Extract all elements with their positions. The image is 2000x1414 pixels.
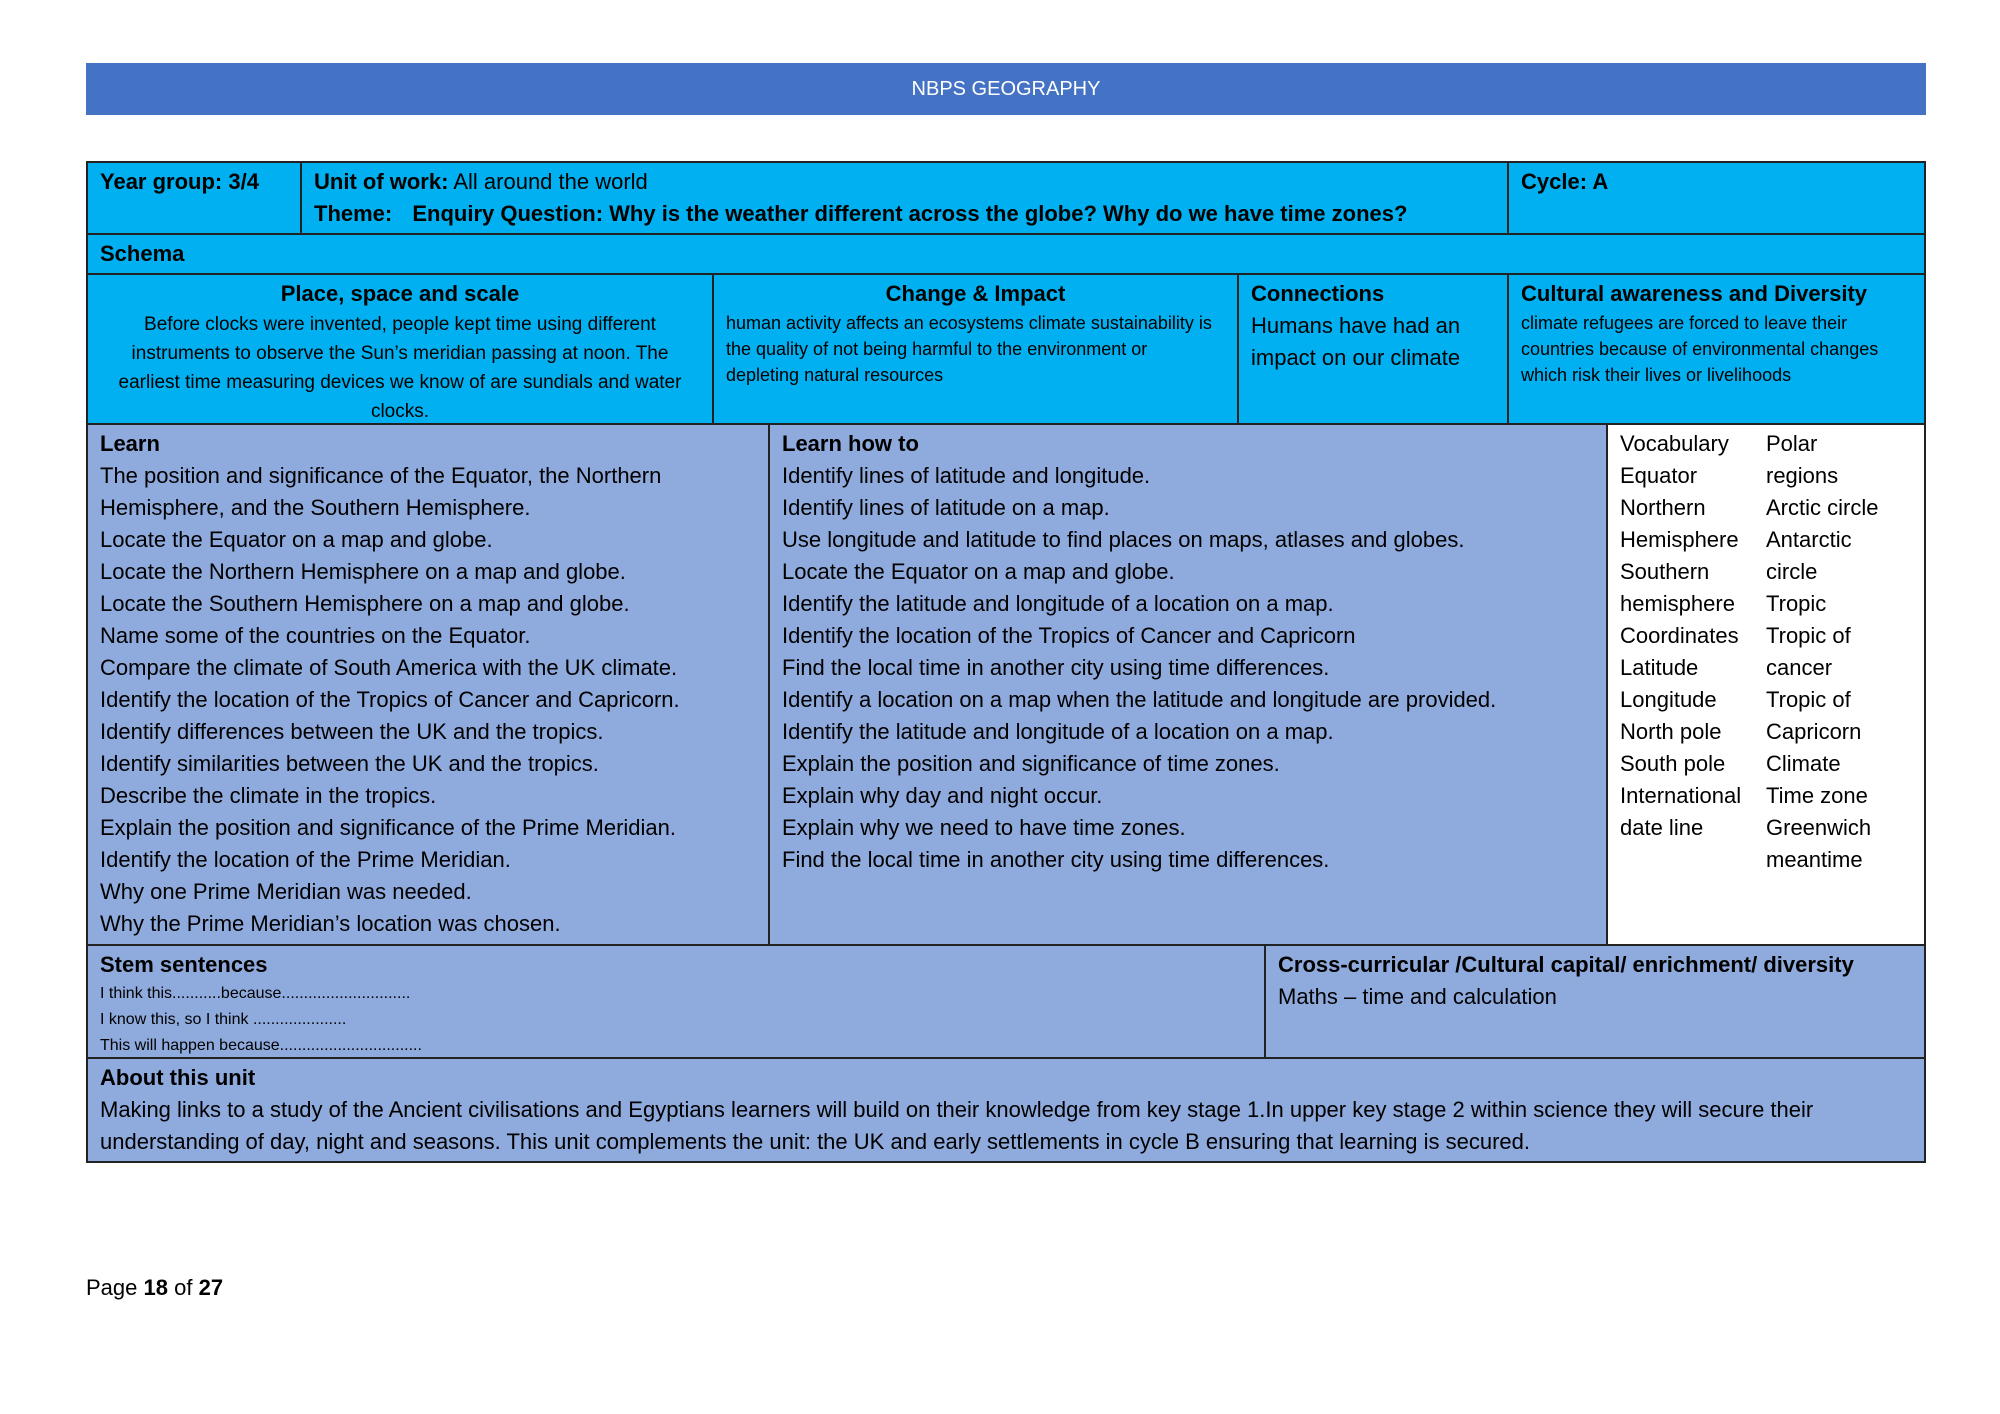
vocab-word: Latitude: [1620, 655, 1699, 680]
banner-title: NBPS GEOGRAPHY: [911, 77, 1101, 100]
vocab-word: South pole: [1620, 751, 1726, 776]
learn-item: Locate the Equator on a map and globe.: [100, 527, 493, 552]
vocab-word: Greenwich: [1766, 815, 1872, 840]
learn-item: Why one Prime Meridian was needed.: [100, 879, 472, 904]
cultural-awareness-cell: [1509, 275, 1924, 423]
vocab-word: date line: [1620, 815, 1704, 840]
about-text: Making links to a study of the Ancient civilisations and Egyptians learners will build on their knowledge from key stage 1.In upper key stage 2 within science they will secure their understanding of day, night and seasons. This unit complements the unit: the UK and early settlements in cycle B ensuring that learning is secured.: [100, 1097, 1814, 1154]
vocab-word: cancer: [1766, 655, 1833, 680]
learn-how-item: Identify lines of latitude on a map.: [782, 495, 1110, 520]
year-group-cell: [88, 163, 302, 233]
learn-how-item: Identify lines of latitude and longitude.: [782, 463, 1151, 488]
page-total: 27: [198, 1275, 224, 1300]
vocab-word: Tropic of: [1766, 623, 1851, 648]
vocab-word: Vocabulary: [1620, 431, 1729, 456]
cycle-cell: [1509, 163, 1924, 233]
learn-how-item: Explain why day and night occur.: [782, 783, 1103, 808]
unit-label: Unit of work:: [314, 169, 449, 194]
vocab-word: Climate: [1766, 751, 1841, 776]
unit-cell: [302, 163, 1509, 233]
stem-sentences-cell: [88, 946, 1266, 1057]
learn-list: [100, 460, 756, 940]
change-text: human activity affects an ecosystems climate sustainability is the quality of not being harmful to the environment or depleting natural resources: [726, 313, 1212, 385]
vocabulary-col-1: [1620, 428, 1766, 876]
vocab-word: Northern: [1620, 495, 1706, 520]
about-cell: [88, 1059, 1924, 1161]
document-banner: [86, 63, 1926, 115]
vocab-word: Tropic of: [1766, 687, 1851, 712]
schema-label: Schema: [100, 241, 185, 266]
learn-how-item: Use longitude and latitude to find places on maps, atlases and globes.: [782, 527, 1465, 552]
cycle-label: Cycle: A: [1521, 169, 1609, 194]
theme-label: Theme:: [314, 201, 393, 226]
vocab-word: Equator: [1620, 463, 1698, 488]
stem-title: Stem sentences: [100, 952, 268, 977]
vocab-word: Southern: [1620, 559, 1710, 584]
vocabulary-cell: [1608, 425, 1924, 944]
vocabulary-columns: [1620, 428, 1912, 876]
learn-how-item: Explain the position and significance of time zones.: [782, 751, 1280, 776]
vocab-word: North pole: [1620, 719, 1722, 744]
learn-how-item: Identify the latitude and longitude of a location on a map.: [782, 591, 1334, 616]
learn-how-item: Explain why we need to have time zones.: [782, 815, 1186, 840]
cross-text: Maths – time and calculation: [1278, 984, 1557, 1009]
vocab-word: Tropic: [1766, 591, 1827, 616]
learn-title: Learn: [100, 431, 160, 456]
learn-how-to-cell: [770, 425, 1608, 944]
learn-how-title: Learn how to: [782, 431, 919, 456]
year-group-label: Year group: 3/4: [100, 169, 259, 194]
about-title: About this unit: [100, 1065, 256, 1090]
learn-item: Explain the position and significance of the Prime Meridian.: [100, 815, 676, 840]
schema-content-row: [88, 275, 1924, 425]
stem-cross-row: [88, 946, 1924, 1059]
learn-how-item: Locate the Equator on a map and globe.: [782, 559, 1175, 584]
learn-item: The position and significance of the Equator, the Northern Hemisphere, and the Southern Hemisphere.: [100, 463, 662, 520]
vocab-word: Longitude: [1620, 687, 1717, 712]
learn-item: Identify the location of the Prime Meridian.: [100, 847, 511, 872]
change-impact-cell: [714, 275, 1239, 423]
stem-line: I know this, so I think .....................: [100, 1011, 347, 1028]
learn-how-list: [782, 460, 1594, 876]
learn-item: Identify similarities between the UK and the tropics.: [100, 751, 599, 776]
learn-how-item: Identify the location of the Tropics of Cancer and Capricorn: [782, 623, 1356, 648]
place-title: Place, space and scale: [280, 281, 520, 306]
learn-item: Identify differences between the UK and the tropics.: [100, 719, 604, 744]
learn-item: Describe the climate in the tropics.: [100, 783, 437, 808]
learn-how-item: Identify the latitude and longitude of a location on a map.: [782, 719, 1334, 744]
planning-table: [86, 161, 1926, 1163]
page-number: 18: [143, 1275, 168, 1300]
learn-item: Name some of the countries on the Equator.: [100, 623, 531, 648]
cross-title: Cross-curricular /Cultural capital/ enrichment/ diversity: [1278, 952, 1854, 977]
learn-item: Why the Prime Meridian’s location was chosen.: [100, 911, 561, 936]
schema-row: [88, 235, 1924, 275]
learn-cell: [88, 425, 770, 944]
vocab-word: Arctic circle: [1766, 495, 1879, 520]
connections-text: Humans have had an impact on our climate: [1251, 313, 1461, 370]
vocab-word: circle: [1766, 559, 1818, 584]
vocab-word: Hemisphere: [1620, 527, 1739, 552]
vocab-word: Capricorn: [1766, 719, 1862, 744]
vocab-word: International: [1620, 783, 1742, 808]
learn-item: Compare the climate of South America with the UK climate.: [100, 655, 678, 680]
vocab-word: Time zone: [1766, 783, 1868, 808]
learn-item: Identify the location of the Tropics of Cancer and Capricorn.: [100, 687, 680, 712]
page-word: Page: [86, 1275, 138, 1300]
learn-how-item: Find the local time in another city using time differences.: [782, 655, 1330, 680]
theme-value: Enquiry Question: Why is the weather different across the globe? Why do we have time zones?: [412, 201, 1408, 226]
of-word: of: [174, 1275, 193, 1300]
vocab-word: Antarctic: [1766, 527, 1852, 552]
stem-line: I think this...........because.............................: [100, 985, 411, 1002]
vocab-word: Coordinates: [1620, 623, 1739, 648]
connections-title: Connections: [1251, 281, 1385, 306]
cross-curricular-cell: [1266, 946, 1924, 1057]
learn-item: Locate the Southern Hemisphere on a map and globe.: [100, 591, 630, 616]
vocab-word: regions: [1766, 463, 1839, 488]
change-title: Change & Impact: [885, 281, 1066, 306]
place-text: Before clocks were invented, people kept time using different instruments to observe the Sun’s meridian passing at noon. The earliest time measuring devices we know of are sundials and water clocks.: [118, 314, 682, 422]
vocabulary-col-2: [1766, 428, 1912, 876]
cultural-title: Cultural awareness and Diversity: [1521, 281, 1868, 306]
vocab-word: Polar: [1766, 431, 1818, 456]
vocab-word: hemisphere: [1620, 591, 1735, 616]
learn-how-item: Identify a location on a map when the latitude and longitude are provided.: [782, 687, 1497, 712]
about-row: [88, 1059, 1924, 1161]
place-space-scale-cell: [88, 275, 714, 423]
stem-line: This will happen because................................: [100, 1037, 422, 1054]
cultural-text: climate refugees are forced to leave their countries because of environmental changes which risk their lives or livelihoods: [1521, 313, 1879, 385]
learn-how-item: Find the local time in another city using time differences.: [782, 847, 1330, 872]
learn-item: Locate the Northern Hemisphere on a map and globe.: [100, 559, 626, 584]
connections-cell: [1239, 275, 1509, 423]
unit-value: All around the world: [453, 169, 648, 194]
learn-row: [88, 425, 1924, 946]
header-row: [88, 163, 1924, 235]
page-footer: [86, 1275, 223, 1301]
vocab-word: meantime: [1766, 847, 1863, 872]
